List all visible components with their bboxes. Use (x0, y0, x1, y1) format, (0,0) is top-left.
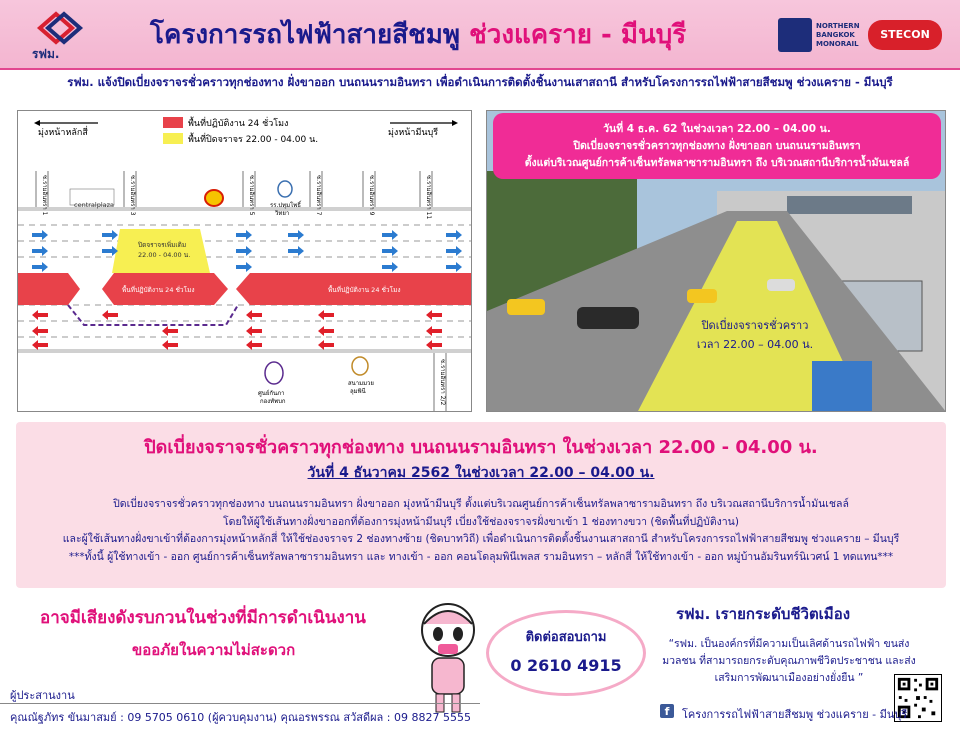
landmark-school-line1: รร.ปทุมโพธิ์ (270, 202, 301, 209)
facebook-page-link[interactable]: โครงการรถไฟฟ้าสายสีชมพู ช่วงแคราย - มีนบุรี (682, 708, 908, 721)
facebook-icon[interactable]: f (660, 704, 674, 718)
closure-zone-label-2: 22.00 - 04.00 น. (138, 251, 191, 259)
notice-line-1: ปิดเบี่ยงจราจรชั่วคราวทุกช่องทาง บนถนนรามอินทรา ฝั่งขาออก มุ่งหน้ามีนบุรี ตั้งแต่บริเวณศูนย์การค้าเซ็นทรัลพลาซารามอินทรา ถึง บริเวณสถานีบริการน้ำมันเชลล์ (113, 498, 849, 510)
photo-dark-car (577, 307, 639, 329)
photo-car-3 (767, 279, 795, 291)
notice-line-3: และผู้ใช้เส้นทางฝั่งขาเข้าที่ต้องการมุ่งหน้าหลักสี่ ให้ใช้ช่องจราจร 2 ช่องทางซ้าย (ชิดบาทวิถี) เพื่อดำเนินการติดตั้งชิ้นงานเสาสถานี สำหรับโครงการรถไฟฟ้าสายสีชมพู ช่วงแคราย – มีนบุรี (62, 533, 900, 545)
photo-banner-line-1: วันที่ 4 ธ.ค. 62 ในช่วงเวลา 22.00 – 04.00 น. (603, 123, 831, 135)
soi-label-3: ซ.รามอินทรา 3 (129, 175, 136, 216)
closure-zone-label-1: ปิดจราจรเพิ่มเติม (138, 241, 187, 249)
contact-panel (486, 610, 646, 696)
notice-line-4: ***ทั้งนี้ ผู้ใช้ทางเข้า - ออก ศูนย์การค้าเซ็นทรัลพลาซารามอินทรา และ ทางเข้า - ออก คอนโดลุมพินีเพลส รามอินทรา – หลักสี่ ให้ใช้ทางเข้า - ออก หมู่บ้านอัมรินทร์นิเวศน์ 1 ทดแทน*** (68, 550, 894, 563)
photo-banner-line-3: ตั้งแต่บริเวณศูนย์การค้าเซ็นทรัลพลาซารามอินทรา ถึง บริเวณสถานีบริการน้ำมันเชลล์ (524, 157, 910, 169)
legend-red-label: พื้นที่ปฏิบัติงาน 24 ชั่วโมง (188, 119, 289, 129)
contact-phone-link[interactable]: 0 2610 4915 (510, 656, 622, 675)
photo-banner-text (493, 121, 941, 172)
direction-right-arrowhead (452, 120, 458, 126)
landmark-central: centralplaza (74, 201, 115, 209)
mascot-illustration (412, 596, 484, 720)
photo-overlay-line-2: เวลา 22.00 – 04.00 น. (696, 338, 814, 351)
nbm-logo-icon (778, 18, 812, 52)
site-photo (486, 110, 946, 412)
traffic-map-drawing (18, 111, 472, 412)
work-zone-label-2: พื้นที่ปฏิบัติงาน 24 ชั่วโมง (328, 286, 401, 294)
work-zone-label-1: พื้นที่ปฏิบัติงาน 24 ชั่วโมง (122, 286, 195, 294)
work-zone-red-left (18, 273, 80, 305)
nbm-line-1: NORTHERN (816, 22, 860, 30)
landmark-army-line1: ศูนย์กันภา (258, 390, 285, 397)
soi-label-7: ซ.รามอินทรา 7 (315, 175, 322, 216)
apology-text: ขออภัยในความไม่สะดวก (132, 641, 296, 659)
nbm-line-2: BANGKOK (816, 31, 855, 39)
coordinator-label: ผู้ประสานงาน (10, 689, 75, 702)
direction-left-label: มุ่งหน้าหลักสี่ (38, 128, 88, 138)
bottom-sidewalk (18, 349, 472, 353)
detour-path (68, 305, 238, 325)
slogan-title: รฟม. เรายกระดับชีวิตเมือง (676, 605, 851, 623)
shell-logo-icon (205, 190, 223, 206)
soi-label-bottom: ซ.รามอินทรา 2/2 (439, 359, 446, 406)
mission-quote: “รฟม. เป็นองค์กรที่มีความเป็นเลิศด้านรถไฟฟ้า ขนส่งมวลชน ที่สามารถยกระดับคุณภาพชีวิตประชาชน และส่งเสริมการพัฒนาเมืองอย่างยั่งยืน ” (662, 638, 916, 684)
legend-yellow-label: พื้นที่ปิดจราจร 22.00 - 04.00 น. (188, 135, 319, 145)
photo-gantry (787, 196, 912, 214)
direction-right-label: มุ่งหน้ามีนบุรี (388, 128, 439, 138)
army-center-emblem-icon (265, 362, 283, 384)
notice-date: วันที่ 4 ธันวาคม 2562 ในช่วงเวลา 22.00 – 04.00 น. (307, 465, 655, 481)
photo-blue-barrier (812, 361, 872, 412)
soi-label-5: ซ.รามอินทรา 5 (248, 175, 255, 216)
soi-label-1: ซ.รามอินทรา 1 (41, 175, 48, 216)
school-emblem-icon (278, 181, 292, 197)
landmark-stadium-line2: ลุมพินี (350, 388, 366, 395)
announcement-subline: รฟม. แจ้งปิดเบี่ยงจราจรชั่วคราวทุกช่องทาง ฝั่งขาออก บนถนนรามอินทรา เพื่อดำเนินการติดตั้งชิ้นงานเสาสถานี สำหรับโครงการรถไฟฟ้าสายสีชมพู ช่วงแคราย - มีนบุรี (67, 75, 893, 89)
nbm-logo-text (816, 22, 860, 49)
notice-title: ปิดเบี่ยงจราจรชั่วคราวทุกช่องทาง บนถนนรามอินทรา ในช่วงเวลา 22.00 - 04.00 น. (144, 437, 818, 458)
noise-warning: อาจมีเสียงดังรบกวนในช่วงที่มีการดำเนินงาน (40, 608, 366, 628)
traffic-map (17, 110, 472, 412)
coordinator-divider (0, 703, 480, 704)
photo-car-2 (687, 289, 717, 303)
outbound-arrows (32, 230, 462, 272)
notice-details (30, 496, 932, 566)
stecon-logo: STECON (868, 20, 942, 50)
landmark-army-line2: กองทัพบก (260, 398, 286, 405)
page-title (150, 14, 686, 55)
photo-overlay-line-1: ปิดเบี่ยงจราจรชั่วคราว (701, 319, 809, 332)
photo-taxi (507, 299, 545, 315)
contact-label: ติดต่อสอบถาม (525, 630, 607, 645)
boxing-stadium-emblem-icon (352, 357, 368, 375)
legend-yellow-swatch (163, 133, 183, 144)
photo-banner-line-2: ปิดเบี่ยงจราจรชั่วคราวทุกช่องทาง ฝั่งขาออก บนถนนรามอินทรา (573, 140, 861, 152)
inbound-arrows (32, 310, 442, 350)
landmark-stadium-line1: สนามมวย (348, 380, 374, 387)
direction-left-arrowhead (34, 120, 40, 126)
title-section: ช่วงแคราย - มีนบุรี (469, 20, 687, 50)
legend-red-swatch (163, 117, 183, 128)
srt-logo (18, 8, 102, 62)
title-main: โครงการรถไฟฟ้าสายสีชมพู (150, 20, 461, 50)
soi-label-9: ซ.รามอินทรา 9 (368, 175, 375, 216)
landmark-school-line2: วิทยา (275, 210, 290, 217)
soi-label-11: ซ.รามอินทรา 11 (425, 175, 432, 220)
coordinator-contacts: คุณณัฐภัทร ขันมาสมย์ : 09 5705 0610 (ผู้ควบคุมงาน) คุณอรพรรณ สวัสดีผล : 09 8827 5555 (10, 711, 471, 724)
photo-overlay-text (675, 316, 835, 354)
srt-logo-text: รฟม. (32, 47, 60, 61)
notice-line-2: โดยให้ผู้ใช้เส้นทางฝั่งขาออกที่ต้องการมุ่งหน้ามีนบุรี เบี่ยงใช้ช่องจราจรฝั่งขาเข้า 1 ช่องทางขวา (ชิดพื้นที่ปฏิบัติงาน) (223, 515, 739, 528)
nbm-line-3: MONORAIL (816, 40, 859, 48)
